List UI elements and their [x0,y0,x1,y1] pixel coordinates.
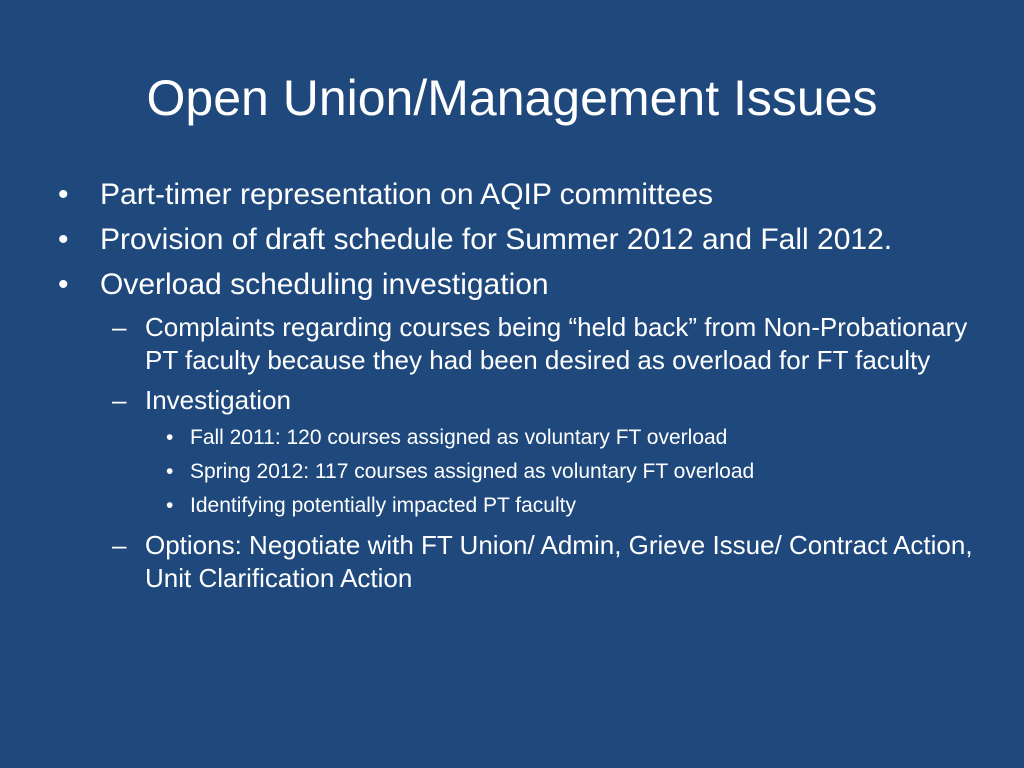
bullet-marker: • [58,178,69,211]
bullet-text: Overload scheduling investigation [100,268,549,301]
sub-bullet-item [56,311,986,377]
sub-bullet-text: Complaints regarding courses being “held back” from Non-Probationary PT faculty because they had been desired as overload for FT faculty [145,312,968,375]
sub-sub-bullet-marker: • [166,494,174,517]
bullet-marker: • [58,223,69,256]
sub-sub-bullet-item [56,458,986,486]
sub-bullet-marker: – [112,312,127,342]
sub-sub-bullet-item [56,424,986,452]
sub-sub-bullet-text: Spring 2012: 117 courses assigned as voluntary FT overload [190,460,755,483]
sub-sub-bullet-marker: • [166,460,174,483]
sub-sub-bullet-text: Fall 2011: 120 courses assigned as voluntary FT overload [190,426,728,449]
slide-title: Open Union/Management Issues [146,70,878,126]
sub-bullet-item [56,384,986,417]
sub-sub-bullet-marker: • [166,426,174,449]
bullet-item [56,221,986,259]
sub-sub-bullet-item [56,492,986,520]
bullet-item [56,266,986,304]
sub-bullet-marker: – [112,385,127,415]
sub-bullet-text: Options: Negotiate with FT Union/ Admin, Grieve Issue/ Contract Action, Unit Clarification Action [145,530,973,593]
bullet-item [56,176,986,214]
sub-bullet-item [56,529,986,595]
sub-bullet-marker: – [112,530,127,560]
sub-bullet-text: Investigation [145,385,291,415]
bullet-marker: • [58,268,69,301]
bullet-text: Provision of draft schedule for Summer 2012 and Fall 2012. [100,223,893,256]
bullet-text: Part-timer representation on AQIP committees [100,178,714,211]
slide-content [56,176,986,602]
sub-sub-bullet-text: Identifying potentially impacted PT faculty [190,494,576,517]
